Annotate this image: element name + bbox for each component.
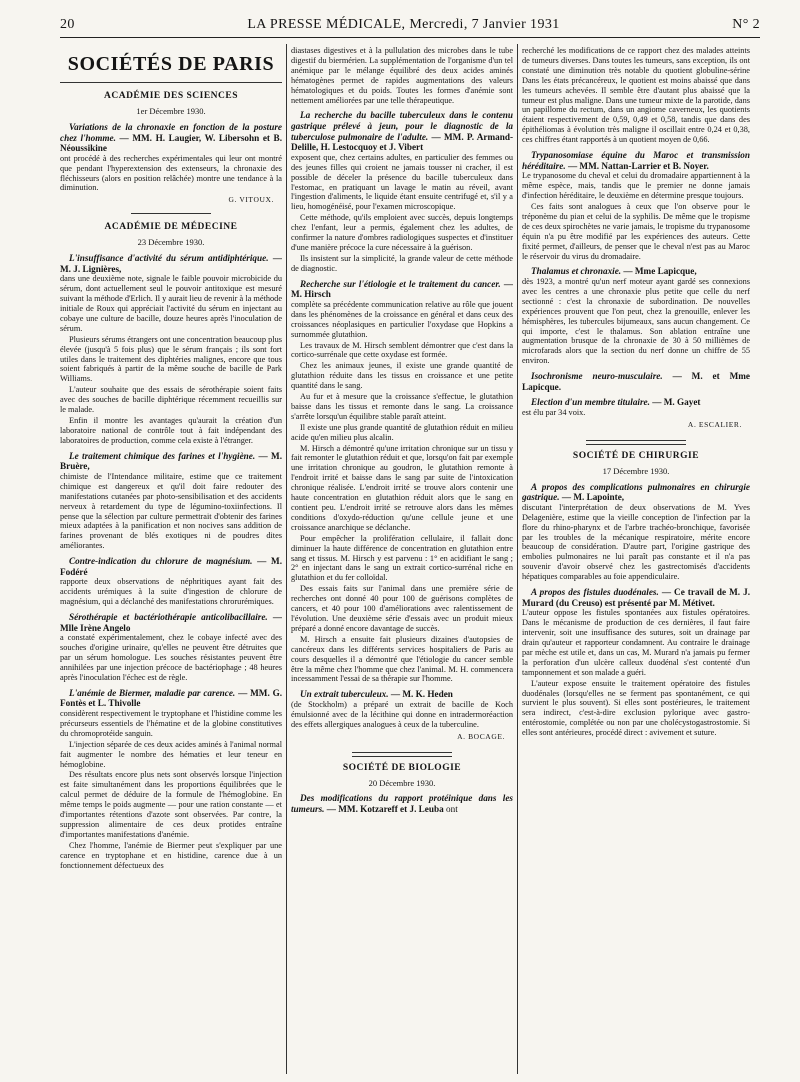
article-authors: — MM. P. Armand-Delille, H. Lestocquoy et J. Vibert xyxy=(291,131,513,153)
column-divider xyxy=(286,44,287,1074)
article-text: Cette méthode, qu'ils emploient avec succès, depuis longtemps chez l'enfant, leur a permis, également chez les adultes, de confirmer la nature d'ombres radiologiques suspectes et d'instituer d'une manière précoce la cure nécessaire à la guérison. xyxy=(291,213,513,252)
article-heading xyxy=(60,253,282,274)
article-heading xyxy=(291,279,513,300)
article-text: Pour empêcher la prolifération cellulaire, il fallait donc diminuer la haute différence de concentration en glutathion entre sang et tissus. M. Hirsch y est parvenu : 1° en acidifiant le sang ; 2° en injectant dans le sang un extrait cortico-surrénal riche en glutathion et du fer colloïdal. xyxy=(291,533,513,583)
separator xyxy=(131,213,211,214)
article-text: Au fur et à mesure que la croissance s'effectue, le glutathion baisse dans les tissus et remonte dans le sang. La croissance s'arrête lorsqu'un équilibre stable paraît atteint. xyxy=(291,392,513,421)
article-text: Il existe une plus grande quantité de glutathion réduit en milieu acide qu'en milieu plus alcalin. xyxy=(291,422,513,442)
article-text: Plusieurs sérums étrangers ont une concentration beaucoup plus élevée (jusqu'à 5 fois plus) que le sérum français ; ils sont fort utiles dans le traitement des diphtéries malignes, encore que tous soient fabriqués à partir de la même souche de bacille de Park Williams. xyxy=(60,334,282,384)
article-title: Recherche sur l'étiologie et le traitement du cancer. xyxy=(300,278,501,289)
article-title: Election d'un membre titulaire. xyxy=(531,397,650,408)
article-text: discutant l'interprétation de deux observations de M. Yves Delagenière, estime que la vieille conception de l'infection par la flore du rhino-pharynx et de l'arbre trachéo-bronchique, favorisée par les troubles de la mécanique respiratoire, mérite encore beaucoup de considération. D'autre part, l'origine gastrique des embolies pulmonaires ne lui paraît pas constante et il n'a pas souvenir d'avoir observé chez les gastrectomisés d'accidents hépatiques comparables au foie appendiculaire. xyxy=(522,502,750,582)
signature: A. ESCALIER. xyxy=(687,419,742,429)
article-text: M. Hirsch a démontré qu'une irritation chronique sur un tissu y fait remonter le glutathion réduit et que, lorsqu'on fait par exemple une irritation chronique au goudron, le glutathion remonte à l'endroit irrité et baisse dans le sang par suite de l'intoxication chronique réalisée. L'endroit irrité se trouve alors contenir une haute concentration en glutathion réduit alors que le sang en contient peu. L'endroit irrité se retrouve alors dans les mêmes conditions d'oxydo-réduction qu'une cellule jeune et une croissance anarchique se déclanche. xyxy=(291,443,513,532)
article-heading xyxy=(60,556,282,577)
issue-number: N° 2 xyxy=(732,17,760,32)
article-authors: — M. Lapointe, xyxy=(561,492,625,503)
article-heading xyxy=(522,482,750,503)
article-authors: — MM. Nattan-Larrier et B. Noyer. xyxy=(567,160,709,171)
article-text: L'auteur oppose les fistules spontanées aux fistules opératoires. Dans le mécanisme de production de ces dernières, il faut faire intervenir, soit une insuffisance des sutures, soit un drainage par drain qu'auteur et rapporteur condamnent. Au contraire le drainage par mèche est utile et, dans un cas, M. Murard n'a jamais pu fermer la perforation d'un ulcère calleux duodénal s'est contenté d'un tamponnement et son malade a guéri. xyxy=(522,608,750,677)
article-authors: — M. Fodéré xyxy=(60,556,282,577)
article-text: L'auteur expose ensuite le traitement opératoire des fistules duodénales (lorsqu'elles ne se ferment pas spontanément, ce qui survient le plus souvent). Si elles sont postérieures, le traitement sera indirect, c'est-à-dire exclusion pylorique avec gastro-entérostomie, complétée ou non par une cholécystogastrostomie. Si elles sont antérieures, procédé direct : avivement et suture. xyxy=(522,678,750,738)
article-text: ont procédé à des recherches expérimentales qui leur ont montré que pendant l'hyperextension des extenseurs, la chronaxie des fléchisseurs (alors en position relâchée) montre une tendance à la diminution. xyxy=(60,153,282,193)
article-authors: — Mlle Irène Angelo xyxy=(60,612,282,633)
article-heading xyxy=(522,397,750,408)
article-text: (de Stockholm) a préparé un extrait de bacille de Koch émulsionné avec de la lécithine qui donne en intradermoréaction des effets allergiques analogues à ceux de la tuberculine. xyxy=(291,699,513,729)
article-text: Chez l'homme, l'anémie de Biermer peut s'expliquer par une carence en tryptophane et en histidine, carence due à un fonctionnement défectueux des xyxy=(60,840,282,870)
column-2 xyxy=(291,46,513,1076)
article-heading xyxy=(522,266,750,277)
session-date: 17 Décembre 1930. xyxy=(602,465,670,476)
society-name: SOCIÉTÉ DE BIOLOGIE xyxy=(342,762,462,773)
article-text: Le trypanosome du cheval et celui du dromadaire appartiennent à la même espèce, mais, tandis que le premier ne donne jamais d'infection héréditaire, le deuxième en détermine presque toujours. xyxy=(522,171,750,201)
article-heading xyxy=(60,122,282,154)
article-title: A propos des complications pulmonaires en chirurgie gastrique. xyxy=(522,481,750,503)
article-heading xyxy=(60,451,282,472)
article-heading xyxy=(291,110,513,152)
column-3 xyxy=(522,46,750,1076)
article-title: Des modifications du rapport protéinique dans les tumeurs. xyxy=(291,793,513,815)
article-text: est élu par 34 voix. xyxy=(522,407,586,417)
article-authors: — M. J. Lignières, xyxy=(60,253,282,274)
article-title: Variations de la chronaxie en fonction de la posture chez l'homme. xyxy=(60,121,282,143)
article-heading xyxy=(291,793,513,814)
article-text: M. Hirsch a ensuite fait plusieurs dizaines d'autopsies de cancéreux dans les différents services hospitaliers de Paris au cours desquelles il a démontré que l'étiologie du cancer semble être la même chez l'homme que chez l'animal. M. H. commencera incessamment l'essai de sa thérapie sur l'homme. xyxy=(291,634,513,684)
article-text: dès 1923, a montré qu'un nerf moteur ayant gardé ses connexions avec les centres a une chronaxie plus petite que celle du nerf sectionné : c'est la chronaxie de subordination. De nouvelles expériences prouvent que l'on peut, chez la grenouille, enlever les hémisphères, les tubercules bijumeaux, sans aucun changement. Ce qui importe, c'est le thalamus. Son ablation entraîne une augmentation brusque de la chronaxie de 30 à 50 millièmes de microfarads alors que la section du nerf donne un chiffre de 55 environ. xyxy=(522,277,750,366)
article-text: chimiste de l'Intendance militaire, estime que ce traitement chimique est dangereux et qu'il doit faire redouter des manifestations cutanées par photo-sensibilisation et des accidents nerveux à retardement du type de légumino-toxiinfections. Il pense que la sélection par culture permettrait d'obtenir des farines mieux adaptées à la panification et non nocives sans addition de farines provenant de blés exotiques ni de poudres dites améliorantes. xyxy=(60,471,282,551)
article-title: L'insuffisance d'activité du sérum antidiphtérique. xyxy=(69,253,269,264)
article-authors: — M. Gayet xyxy=(652,397,701,408)
page-number: 20 xyxy=(60,17,75,32)
separator xyxy=(352,752,452,757)
article-authors: — M. K. Heden xyxy=(390,689,453,700)
article-text: rapporte deux observations de néphritiques ayant fait des accidents urémiques à la suite d'ingestion de chlorure de magnésium, qui a déclanché des manifestations chrorurémiques. xyxy=(60,577,282,607)
article-title: Le traitement chimique des farines et l'hygiène. xyxy=(69,450,256,461)
article-text: Les travaux de M. Hirsch semblent démontrer que c'est dans la cortico-surrénale que cette oxydase est formée. xyxy=(291,340,513,360)
article-text: recherché les modifications de ce rapport chez des malades atteints de tumeurs diverses. Dans toutes les tumeurs, sans exception, ils ont constaté une diminution très notable du quotient globuline-sérine Dans les états précancéreux, le quotient est moins abaissé que dans les tumeurs achevées. Il semble être d'autant plus abaissé que la tumeur est plus maligne. Dans une tumeur mixte de la parotide, dans un papillome du rectum, dans un angiome caverneux, les quotients étaient respectivement de 0,59, 0,49 et 0,58, tandis que dans des épithéliomas à évolution très maligne il oscillait entre 0,24 et 0,38, ces chiffres étant rapportés à un quotient moyen de 0,66. xyxy=(522,46,750,145)
article-text: Chez les animaux jeunes, il existe une grande quantité de glutathion réduite dans les tissus en croissance et une petite quantité dans le sang. xyxy=(291,361,513,391)
running-header xyxy=(60,17,760,35)
article-heading xyxy=(291,689,513,700)
article-text: Enfin il montre les avantages qu'aurait la création d'un laboratoire national de contrôle tout à fait indépendant des laboratoires de production, comme cela existe à l'étranger. xyxy=(60,416,282,445)
article-heading xyxy=(60,612,282,633)
article-title: La recherche du bacille tuberculeux dans le contenu gastrique prélevé à jeun, pour le diagnostic de la tuberculose pulmonaire de l'adulte. xyxy=(291,110,513,142)
society-name: ACADÉMIE DES SCIENCES xyxy=(103,91,239,101)
article-text: L'injection séparée de ces deux acides aminés à l'animal normal fait augmenter le nombre des hématies et leur teneur en hémoglobine. xyxy=(60,739,282,769)
journal-title-date: LA PRESSE MÉDICALE, Mercredi, 7 Janvier 1931 xyxy=(247,17,560,32)
article-heading xyxy=(522,371,750,392)
article-text: exposent que, chez certains adultes, en particulier des femmes ou des jeunes filles qui croient ne jamais tousser ni cracher, il est possible de déceler la présence du bacille tuberculeux dans l'estomac, en pratiquant un lavage le matin au réveil, avant l'ingestion d'aliments, le liquide étant ensuite centrifugé et, s'il y a lieu, homogénéisé, pour l'examen microscopique. xyxy=(291,152,513,212)
section-heading: SOCIÉTÉS DE PARIS xyxy=(60,52,282,83)
article-text: a constaté expérimentalement, chez le cobaye infecté avec des souches d'origine urinaire, qu'elles ne peuvent être détruites que par un sérum homologue. Les souches résistantes peuvent être annihilées par une injection précoce de bactériophage ; 48 heures après l'inoculation l'échec est de règle. xyxy=(60,633,282,682)
article-title: Trypanosomiase équine du Maroc et transmission héréditaire. xyxy=(522,150,750,171)
article-heading xyxy=(60,688,282,709)
session-date: 20 Décembre 1930. xyxy=(368,777,436,788)
article-title: Sérothérapie et bactériothérapie anticolibacillaire. xyxy=(69,612,268,623)
article-text: diastases digestives et à la pullulation des microbes dans le tube digestif du biermérien. La supplémentation de l'organisme d'un tel anémique par le mélange équilibré des deux acides aminés hématogènes permet de rapides augmentations des valeurs hématologiques et du poids. Toutes les formes d'anémie sont nettement améliorées par une telle thérapeutique. xyxy=(291,46,513,105)
article-text: Des essais faits sur l'animal dans une première série de recherches ont donné 40 pour 100 de guérisons complètes de cancers, et 40 pour 100 d'améliorations avec ralentissement de l'évolution. Une deuxième série d'essais avec un produit mieux préparé a donné encore davantage de succès. xyxy=(291,584,513,633)
article-text: complète sa précédente communication relative au rôle que jouent dans les phénomènes de la croissance en général et dans ceux des croissances néoplasiques en particulier l'oxydase que Hopkins a surnommée glutathion. xyxy=(291,299,513,339)
article-text: dans une deuxième note, signale le faible pouvoir microbicide du sérum, dont actuellement seul le pouvoir antitoxique est mesuré suivant la méthode d'Erlich. Il y aurait lieu de revenir à la méthode initiale de Roux qui appréciait l'activité du sérum en injectant au cobaye une culture de bacille, douze heures après l'inoculation de sérum. xyxy=(60,274,282,333)
article-title: A propos des fistules duodénales. xyxy=(531,587,659,598)
header-rule xyxy=(60,37,760,38)
society-name: SOCIÉTÉ DE CHIRURGIE xyxy=(572,450,700,461)
article-title: L'anémie de Biermer, maladie par carence. xyxy=(69,687,236,698)
article-authors: — M. Bruère, xyxy=(60,450,282,472)
column-1 xyxy=(60,46,282,1076)
article-text: considèrent respectivement le tryptophane et l'histidine comme les précurseurs essentiels de l'hématine et de la globine constitutives du chromoprotéide sanguin. xyxy=(60,708,282,738)
article-heading xyxy=(522,587,750,608)
article-authors: — M. Hirsch xyxy=(291,278,513,300)
article-authors: — M. et Mme Lapicque. xyxy=(522,371,750,392)
signature: A. BOCAGE. xyxy=(457,731,505,741)
article-title: Isochronisme neuro-musculaire. xyxy=(531,371,663,382)
article-text: Ces faits sont analogues à ceux que l'on observe pour le tréponème du pian et celui de la syphilis. De même que le tropisme de ces deux spirochètes ne varie jamais, le tropisme du trypanosome équin n'a pu être modifié par les expériences des auteurs. Cette fixité permet, d'ailleurs, de penser que le cheval n'est pas au Maroc le réservoir du virus du dromadaire. xyxy=(522,201,750,261)
society-name: ACADÉMIE DE MÉDECINE xyxy=(104,222,238,233)
article-title: Thalamus et chronaxie. xyxy=(531,266,622,277)
article-text: ont xyxy=(446,804,458,815)
article-authors: — Ce travail de M. J. Murard (du Creuso) est présenté par M. Métivet. xyxy=(522,587,750,608)
article-authors: — MM. H. Laugier, W. Libersohn et B. Néoussikine xyxy=(60,132,282,154)
article-title: Un extrait tuberculeux. xyxy=(300,689,389,700)
signature: G. VITOUX. xyxy=(228,195,274,205)
article-authors: — MM. Kotzareff et J. Leuba xyxy=(326,804,444,815)
article-title: Contre-indication du chlorure de magnésium. xyxy=(69,556,253,567)
session-date: 23 Décembre 1930. xyxy=(137,237,205,248)
article-heading xyxy=(522,150,750,171)
article-authors: — MM. G. Fontès et L. Thivolle xyxy=(60,687,282,709)
article-text: Ils insistent sur la simplicité, la grande valeur de cette méthode de diagnostic. xyxy=(291,253,513,273)
article-authors: — Mme Lapicque, xyxy=(623,266,697,277)
article-text: Des résultats encore plus nets sont observés lorsque l'injection est faite simultanément dans les proportions équilibrées que le calcul permet de déduire de la formule de l'hémoglobine. En même temps le poids augmente — pour une ration constante — et d'importantes rétentions d'azote sont observées. Par contre, la suppression alimentaire de ces deux protides entraîne d'importantes manifestations d'anémie. xyxy=(60,770,282,839)
session-date: 1er Décembre 1930. xyxy=(136,106,206,116)
separator xyxy=(586,440,686,445)
column-divider xyxy=(517,44,518,1074)
article-text: L'auteur souhaite que des essais de sérothérapie soient faits avec des souches de bacille diphtérique récemment recueillis sur le malade. xyxy=(60,385,282,415)
